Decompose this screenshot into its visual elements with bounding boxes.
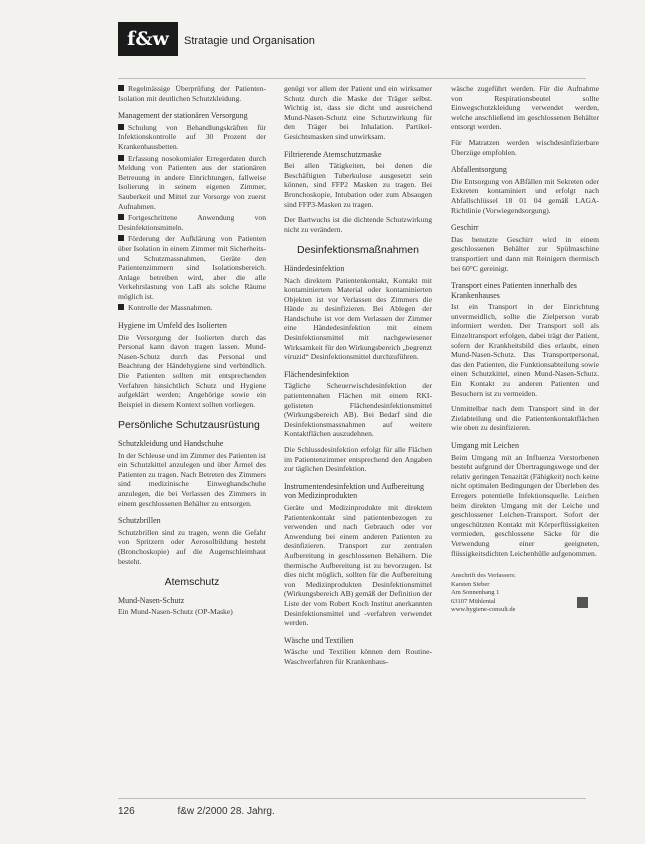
footer-divider (118, 798, 586, 799)
paragraph: Der Bartwuchs ist die dichtende Schutzwirkung nicht zu verändern. (284, 215, 432, 234)
subheading: Management der stationären Versorgung (118, 111, 248, 121)
paragraph: Bei allen Tätigkeiten, bei denen die Beschäftigten Tuberkulose ausgesetzt sein können, sind FFP2 Masken zu tragen. Bei Bronchoskopie, Intubation oder zum Absaugen sind FFP3-Masken zu tragen. (284, 161, 432, 209)
subheading: Transport eines Patienten innerhalb des Krankenhauses (451, 281, 577, 300)
paragraph: genügt vor allem der Patient und ein wirksamer Schutz durch die Maske der Träger selbst. Wichtig ist, dass sie dicht und ausreichend Mund-Nasen-Schutz eine Schutzwirkung für den Träger bei Inhalation. Partikel-Gesichtsmasken sind unwirksam. (284, 84, 432, 141)
paragraph: Die Entsorgung von ABfällen mit Sekreten oder Exkreten kontaminiert und erfolgt nach Abfallschlüssel 18 01 04 gemäß LAGA-Richtlinie (Vorwiegendsorgung). (451, 176, 599, 215)
section-title: Stratagie und Organisation (184, 35, 315, 47)
list-item: Kontrolle der Massnahmen. (118, 303, 266, 313)
paragraph: Schutzbrillen sind zu tragen, wenn die Gefahr von Spritzern oder Aerosolbildung besteht (Bronchoskopie) auf die Augenschleimhaut besteht. (118, 527, 266, 566)
paragraph: Wäsche und Textilien können dem Routine-Waschverfahren für Krankenhaus- (284, 647, 432, 666)
header-divider (118, 78, 586, 79)
column-1 (118, 84, 266, 829)
paragraph: In der Schleuse und im Zimmer des Patienten ist ein Schutzkittel anzulegen und über Ärmel des Patienten zu tragen. Nach Betreten des Zimmers sind medizinische Einweghandschuhe anzulegen, die bei Verlassen des Zimmers in einem geschlossenen Behälter zu entsorgen. (118, 450, 266, 508)
bullet-icon (118, 155, 124, 161)
list-item: Erfassung nosokomialer Erregerdaten durch Meldung von Patienten aus der stationären Betreuung in andere Einrichtungen, fallweise Isolierung in seinem eigenen Zimmer, Sauberkeit und Mittel zur Vorsorge von zuerst Aufnahmen. (118, 153, 266, 211)
paragraph: wäsche zugeführt werden. Für die Aufnahme von Respirationsbeutel sollte Einwegschutzkleidung verwendet werden, welche anschließend im geschlossenen Behälter entsorgt werden. (451, 84, 599, 132)
section-heading: Desinfektionsmaßnahmen (297, 244, 419, 257)
column-3 (451, 84, 599, 829)
section-heading: Atemschutz (164, 576, 220, 589)
bullet-icon (118, 235, 124, 241)
paragraph: Geräte und Medizinprodukte mit direktem Patientenkontakt sind patientenbezogen zu verwenden und nach Gebrauch oder vor Anwendung bei einem anderen Patienten zu desinfizieren. Transport zur zentralen Aufbereitung in geschlossenen Behältern. Die thermische Aufbereitung ist zu bevorzugen. Ist dies nicht möglich, sollten für die Aufbereitung von Medizinprodukten Desinfektionsmittel (Wirkungsbereich AB) gemäß der Definition der Liste der vom Robert Koch Institut anerkannten Desinfektionsmittel und -verfahren verwendet werden. (284, 502, 432, 628)
paragraph: Für Matratzen werden wischdesinfizierbare Überzüge empfohlen. (451, 137, 599, 157)
journal-logo: f&w (118, 22, 178, 56)
end-mark-icon (577, 597, 588, 608)
column-2 (284, 84, 432, 829)
page-header (0, 18, 645, 58)
section-heading: Persönliche Schutzausrüstung (118, 419, 260, 432)
paragraph: Die Versorgung der Isolierten durch das Personal kann davon tragen lassen. Mund-Nasen-Schutz durch das Personal und Beachtung der Händehygiene sind verbindlich. Die Patienten sollten mit entsprechenden Verfahren hinsichtlich Schutz und Hygiene aufgeklärt werden; Angehörige sowie ein Beispiel in diesem Kontext sollten vorliegen. (118, 332, 266, 409)
bullet-icon (118, 214, 124, 220)
subheading: Mund-Nasen-Schutz (118, 595, 185, 605)
paragraph: Unmittelbar nach dem Transport sind in der Zielabteilung und die Patientenkontaktflächen wie oben zu desinfizieren. (451, 404, 599, 433)
bullet-icon (118, 304, 124, 310)
author-address: Anschrift des Verfassers: Karsten Sieber Am Sonnenhang 1 63107 Mühlental www.hygiene-consult.de (451, 572, 599, 608)
bullet-icon (118, 85, 124, 91)
subheading: Instrumentendesinfektion und Aufbereitung von Medizinprodukten (284, 481, 424, 501)
issue-info: f&w 2/2000 28. Jahrg. (177, 806, 275, 817)
paragraph: Beim Umgang mit an Influenza Verstorbenen besteht aufgrund der Übertragungswege und der relativ geringen Tenazität (Fähigkeit) noch keine nicht optimalen Bedingungen der Überleben des Erregers potentielle Infektionsquelle. Leichen beim direkten Umgang mit der Leiche und geschlossener Leichen-Transport. Sofort der ungeschützten Kontakt mit Körperflüssigkeiten vermieden, geschlossene Säcke für die Verwendung einer geeigneten, flüssigkeitsdichten Leichenhülle aufgenommen. (451, 452, 599, 558)
paragraph: Das benutzte Geschirr wird in einem geschlossenen Behälter zur Spülmaschine transportiert und dann mit Reinigern thermisch bei 60°C gereinigt. (451, 234, 599, 273)
subheading: Schutzkleidung und Handschuhe (118, 439, 224, 448)
paragraph: Die Schlussdesinfektion erfolgt für alle Flächen im Patientenzimmer entsprechend den Angaben zur täglichen Desinfektion. (284, 445, 432, 474)
bullet-icon (118, 124, 124, 130)
subheading: Schutzbrillen (118, 516, 161, 526)
paragraph: Ein Mund-Nasen-Schutz (OP-Maske) (118, 607, 233, 617)
page-footer (118, 806, 275, 817)
paragraph: Ist ein Transport in der Einrichtung unvermeidlich, sollte die Zielperson vorab informiert werden. Der Transport soll als Einzeltransport erfolgen, dabei trägt der Patient, sofern der Krankheitsbild dies erlaubt, einen Mund-Nasen-Schutz. Das Transportpersonal, das den Patienten, die Funktionsabteilung sowie einen Schutzkittel, einen Mund-Nasen-Schutz. Ein Kontakt zu anderen Patienten und Besuchern ist zu vermeiden. (451, 302, 599, 398)
subheading: Flächendesinfektion (284, 369, 349, 379)
list-item: Förderung der Aufklärung von Patienten über Isolation in einem Zimmer mit Sicherheits- und Schutzmassnahmen, Geräte den Patientenzimmern sind Isolationsbereich. Anlage betreiben wird, aber die alle Verkehrslastung von LaB als solche Räume möglich ist. (118, 234, 266, 301)
subheading: Händedesinfektion (284, 263, 345, 273)
paragraph: Tägliche Scheuerwischdesinfektion der patientennahen Flächen mit einem RKI-gelisteten Flächendesinfektionsmittel (Wirkungsbereich AB). Bei Bedarf sind die Desinfektionsmassnahmen auf weitere Kontaktflächen auszudehnen. (284, 381, 432, 439)
list-item: Schulung von Behandlungskräften für Infektionskontrolle auf 30 Prozent der Krankenhausbetten. (118, 122, 266, 151)
subheading: Geschirr (451, 223, 479, 233)
subheading: Umgang mit Leichen (451, 441, 519, 450)
subheading: Abfallentsorgung (451, 165, 507, 175)
subheading: Hygiene im Umfeld des Isolierten (118, 321, 227, 331)
subheading: Filtrierende Atemschutzmaske (284, 149, 382, 159)
page-number: 126 (118, 806, 135, 817)
subheading: Wäsche und Textilien (284, 635, 354, 645)
paragraph: Nach direktem Patientenkontakt, Kontakt mit kontaminiertem Material oder kontaminierten Objekten ist vor Verlassen des Zimmers die Hände zu desinfizieren. Bei Ablegen der Handschuhe ist vor dem Verlassen der Zimmer eine Händedesinfektion mit einem Desinfektionsmittel mit nachgewiesener Wirksamkeit für den Wirkungsbereich „begrenzt viruzid“ Desinfektionsmittel durchzuführen. (284, 275, 432, 362)
list-item: Fortgeschrittene Anwendung von Desinfektionsmitteln. (118, 213, 266, 232)
list-item: Regelmässige Überprüfung der Patienten-Isolation mit deutlichen Schutzkleidung. (118, 84, 266, 103)
